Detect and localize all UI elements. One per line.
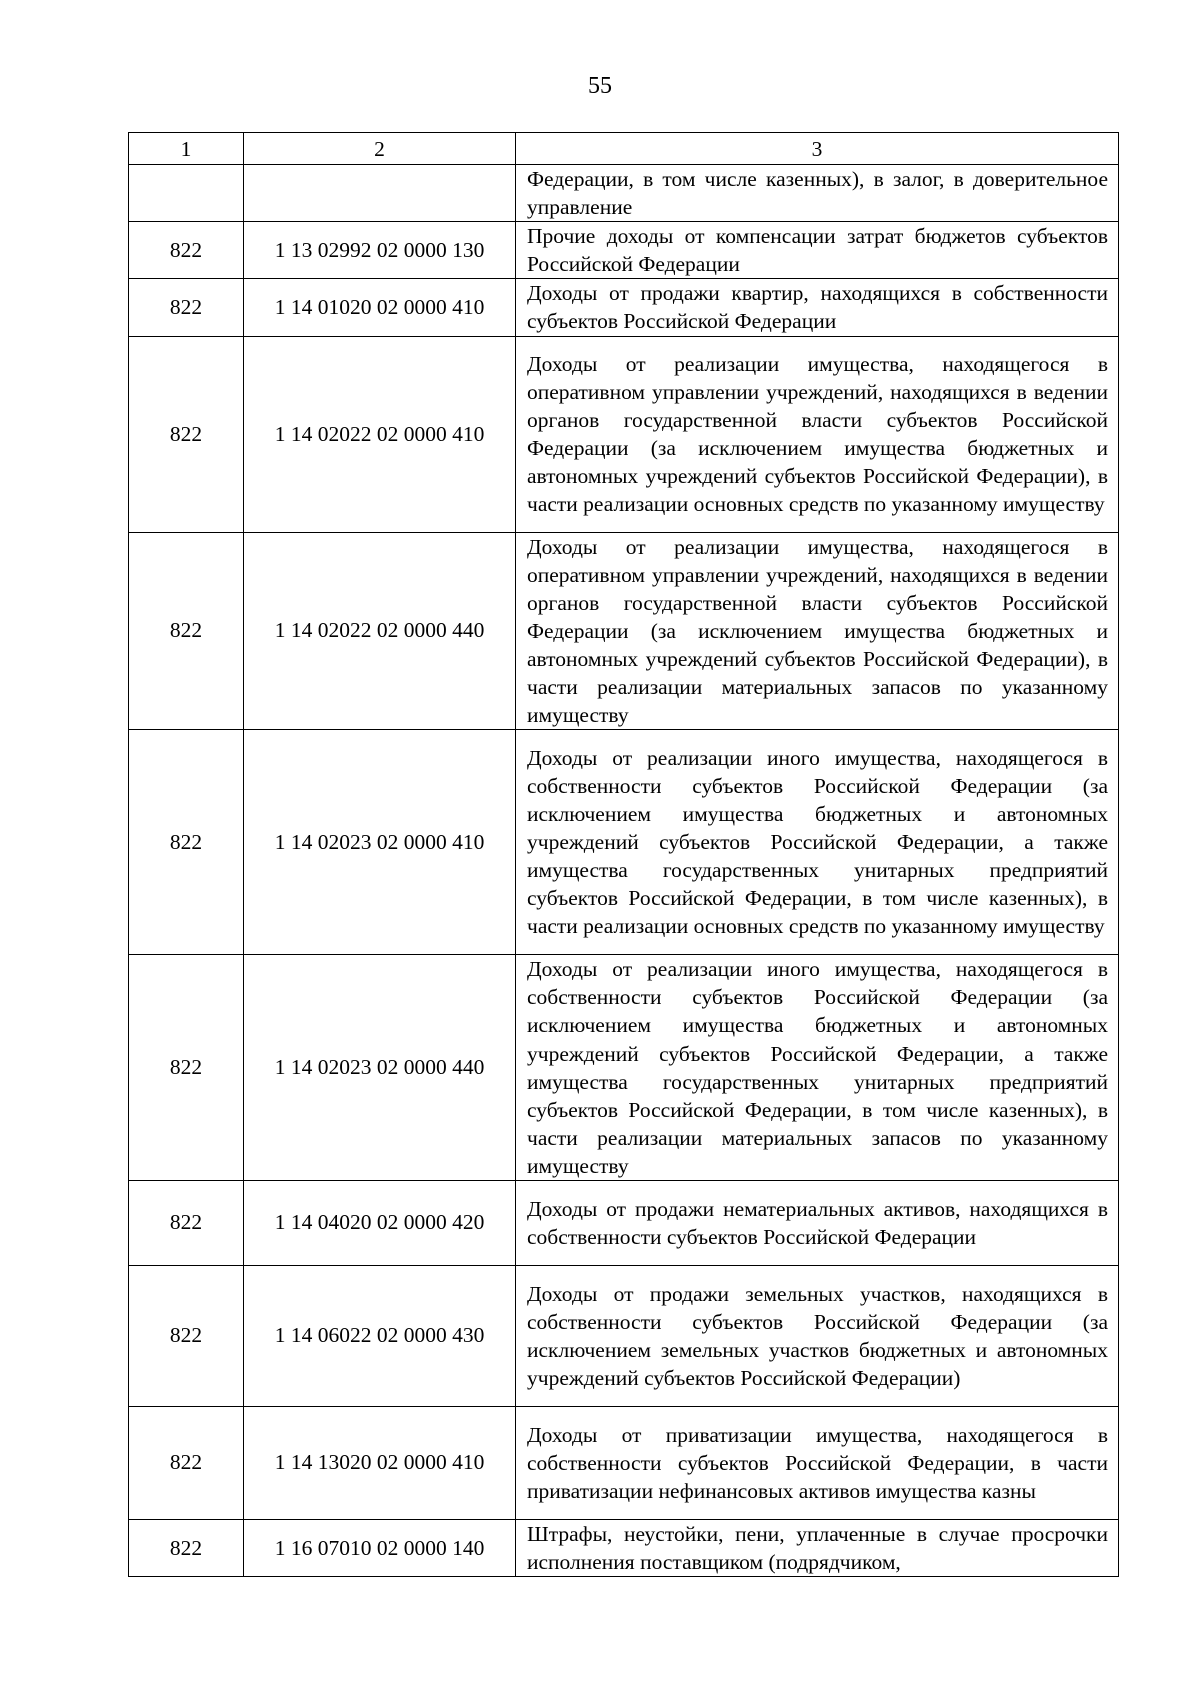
table-row (129, 730, 1119, 955)
revenue-code-cell: 1 14 06022 02 0000 430 (244, 1265, 516, 1406)
revenue-code-cell: 1 13 02992 02 0000 130 (244, 222, 516, 279)
table-row (129, 222, 1119, 279)
table-row (129, 1180, 1119, 1265)
admin-code-cell: 822 (129, 279, 244, 336)
admin-code-cell: 822 (129, 1180, 244, 1265)
table-row (129, 336, 1119, 532)
budget-revenue-table (128, 132, 1119, 1577)
revenue-code-cell: 1 16 07010 02 0000 140 (244, 1519, 516, 1576)
admin-code-cell: 822 (129, 1406, 244, 1519)
revenue-description-cell: Прочие доходы от компенсации затрат бюджетов субъектов Российской Федерации (516, 222, 1119, 279)
revenue-description-cell: Доходы от продажи земельных участков, находящихся в собственности субъектов Российской Федерации (за исключением земельных участков бюджетных и автономных учреждений субъектов Российской Федерации) (516, 1265, 1119, 1406)
table-row (129, 1406, 1119, 1519)
table-row (129, 1265, 1119, 1406)
table-row (129, 165, 1119, 222)
table-header-row (129, 133, 1119, 165)
admin-code-cell: 822 (129, 222, 244, 279)
revenue-description-cell: Доходы от приватизации имущества, находящегося в собственности субъектов Российской Федерации, в части приватизации нефинансовых активов имущества казны (516, 1406, 1119, 1519)
revenue-description-cell: Штрафы, неустойки, пени, уплаченные в случае просрочки исполнения поставщиком (подрядчиком, (516, 1519, 1119, 1576)
admin-code-cell (129, 165, 244, 222)
admin-code-cell: 822 (129, 336, 244, 532)
revenue-code-cell: 1 14 01020 02 0000 410 (244, 279, 516, 336)
column-header: 3 (516, 133, 1119, 165)
table-row (129, 532, 1119, 730)
admin-code-cell: 822 (129, 1519, 244, 1576)
revenue-code-cell: 1 14 04020 02 0000 420 (244, 1180, 516, 1265)
column-header: 1 (129, 133, 244, 165)
revenue-description-cell: Доходы от реализации имущества, находящегося в оперативном управлении учреждений, находящихся в ведении органов государственной власти субъектов Российской Федерации (за исключением имущества бюджетных и автономных учреждений субъектов Российской Федерации), в части реализации основных средств по указанному имуществу (516, 336, 1119, 532)
revenue-description-cell: Доходы от продажи нематериальных активов, находящихся в собственности субъектов Российской Федерации (516, 1180, 1119, 1265)
revenue-code-cell: 1 14 02023 02 0000 440 (244, 955, 516, 1181)
table-row (129, 279, 1119, 336)
revenue-code-cell: 1 14 02022 02 0000 440 (244, 532, 516, 730)
revenue-description-cell: Доходы от реализации иного имущества, находящегося в собственности субъектов Российской Федерации (за исключением имущества бюджетных и автономных учреждений субъектов Российской Федерации, а также имущества государственных унитарных предприятий субъектов Российской Федерации, в том числе казенных), в части реализации основных средств по указанному имуществу (516, 730, 1119, 955)
revenue-code-cell: 1 14 13020 02 0000 410 (244, 1406, 516, 1519)
page-number: 55 (588, 73, 612, 99)
revenue-code-cell: 1 14 02022 02 0000 410 (244, 336, 516, 532)
admin-code-cell: 822 (129, 730, 244, 955)
revenue-description-cell: Доходы от продажи квартир, находящихся в собственности субъектов Российской Федерации (516, 279, 1119, 336)
revenue-description-cell: Доходы от реализации иного имущества, находящегося в собственности субъектов Российской Федерации (за исключением имущества бюджетных и автономных учреждений субъектов Российской Федерации, а также имущества государственных унитарных предприятий субъектов Российской Федерации, в том числе казенных), в части реализации материальных запасов по указанному имуществу (516, 955, 1119, 1181)
revenue-description-cell: Доходы от реализации имущества, находящегося в оперативном управлении учреждений, находящихся в ведении органов государственной власти субъектов Российской Федерации (за исключением имущества бюджетных и автономных учреждений субъектов Российской Федерации), в части реализации материальных запасов по указанному имуществу (516, 532, 1119, 730)
admin-code-cell: 822 (129, 1265, 244, 1406)
table-row (129, 1519, 1119, 1576)
admin-code-cell: 822 (129, 955, 244, 1181)
revenue-code-cell: 1 14 02023 02 0000 410 (244, 730, 516, 955)
revenue-description-cell: Федерации, в том числе казенных), в залог, в доверительное управление (516, 165, 1119, 222)
revenue-code-cell (244, 165, 516, 222)
admin-code-cell: 822 (129, 532, 244, 730)
table-row (129, 955, 1119, 1181)
column-header: 2 (244, 133, 516, 165)
